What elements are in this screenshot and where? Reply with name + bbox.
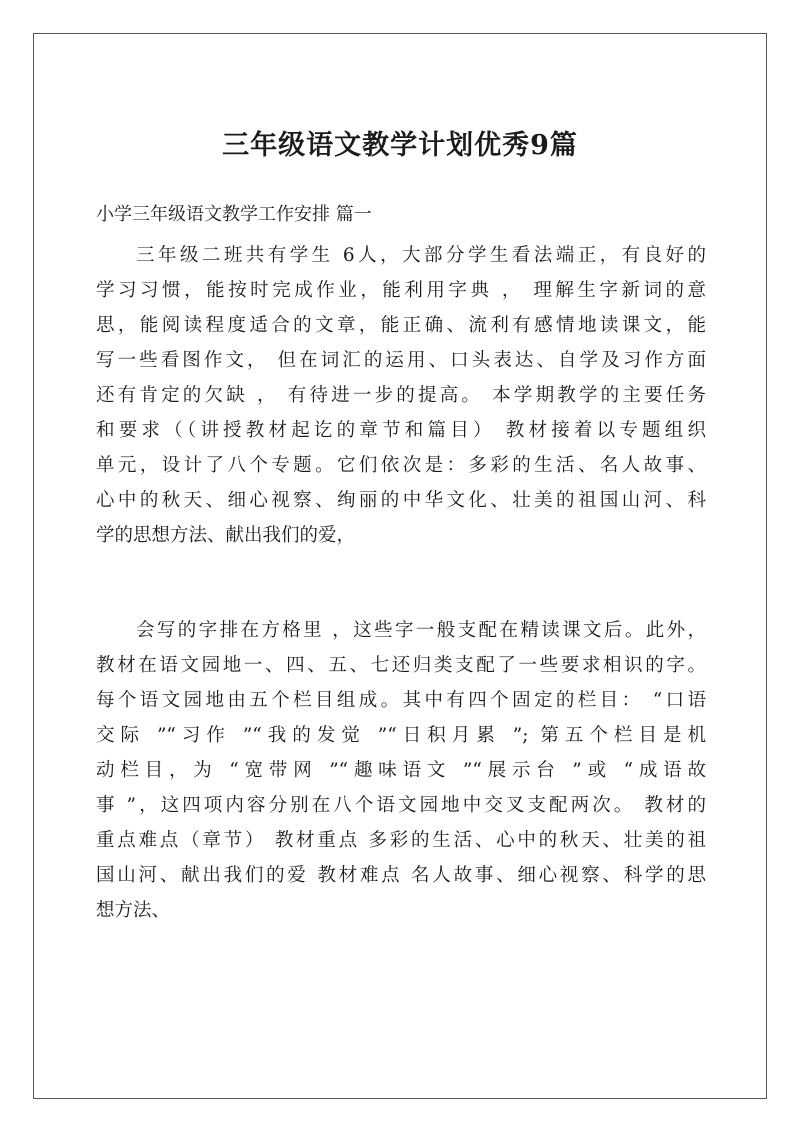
paragraph-line: 会写的字排在方格里 ，这些字一般支配在精读课文后。此外， xyxy=(136,620,706,641)
paragraph-line: 三年级二班共有学生 6人，大部分学生看法端正，有良好的 xyxy=(136,245,706,266)
paragraph-line: 交际 ”“习作 ”“我的发觉 ”“日积月累 ”; 第五个栏目是机 xyxy=(96,725,706,746)
page-border xyxy=(33,33,767,1099)
paragraph-line: 单元，设计了八个专题。它们依次是：多彩的生活、名人故事、 xyxy=(96,455,706,476)
paragraph-1 xyxy=(96,238,706,553)
paragraph-line: 重点难点（章节） 教材重点 多彩的生活、心中的秋天、壮美的祖 xyxy=(96,830,706,851)
document-title: 三年级语文教学计划优秀9篇 xyxy=(222,130,578,161)
paragraph-line: 思，能阅读程度适合的文章，能正确、流利有感情地读课文，能 xyxy=(96,315,706,336)
paragraph-line: 国山河、献出我们的爱 教材难点 名人故事、细心视察、科学的思 xyxy=(96,865,706,886)
paragraph-line: 学的思想方法、献出我们的爱， xyxy=(96,525,356,546)
section-heading: 小学三年级语文教学工作安排 篇一 xyxy=(96,204,372,225)
paragraph-line: 想方法、 xyxy=(96,900,171,921)
paragraph-line: 动栏目，为 “宽带网 ”“趣味语文 ”“展示台 ”或 “成语故 xyxy=(96,760,706,781)
paragraph-line: 还有肯定的欠缺 ， 有待进一步的提高。 本学期教学的主要任务 xyxy=(96,385,706,406)
paragraph-line: 心中的秋天、细心视察、绚丽的中华文化、壮美的祖国山河、科 xyxy=(96,490,706,511)
paragraph-line: 事 ”，这四项内容分别在八个语文园地中交叉支配两次。 教材的 xyxy=(96,795,706,816)
paragraph-line: 写一些看图作文， 但在词汇的运用、口头表达、自学及习作方面 xyxy=(96,350,706,371)
paragraph-line: 教材在语文园地一、四、五、七还归类支配了一些要求相识的字。 xyxy=(96,655,706,676)
paragraph-line: 每个语文园地由五个栏目组成。其中有四个固定的栏目： “口语 xyxy=(96,690,706,711)
paragraph-2 xyxy=(96,613,706,928)
paragraph-line: 和要求（（讲授教材起讫的章节和篇目） 教材接着以专题组织 xyxy=(96,420,706,441)
paragraph-line: 学习习惯，能按时完成作业，能利用字典 ， 理解生字新词的意 xyxy=(96,280,706,301)
